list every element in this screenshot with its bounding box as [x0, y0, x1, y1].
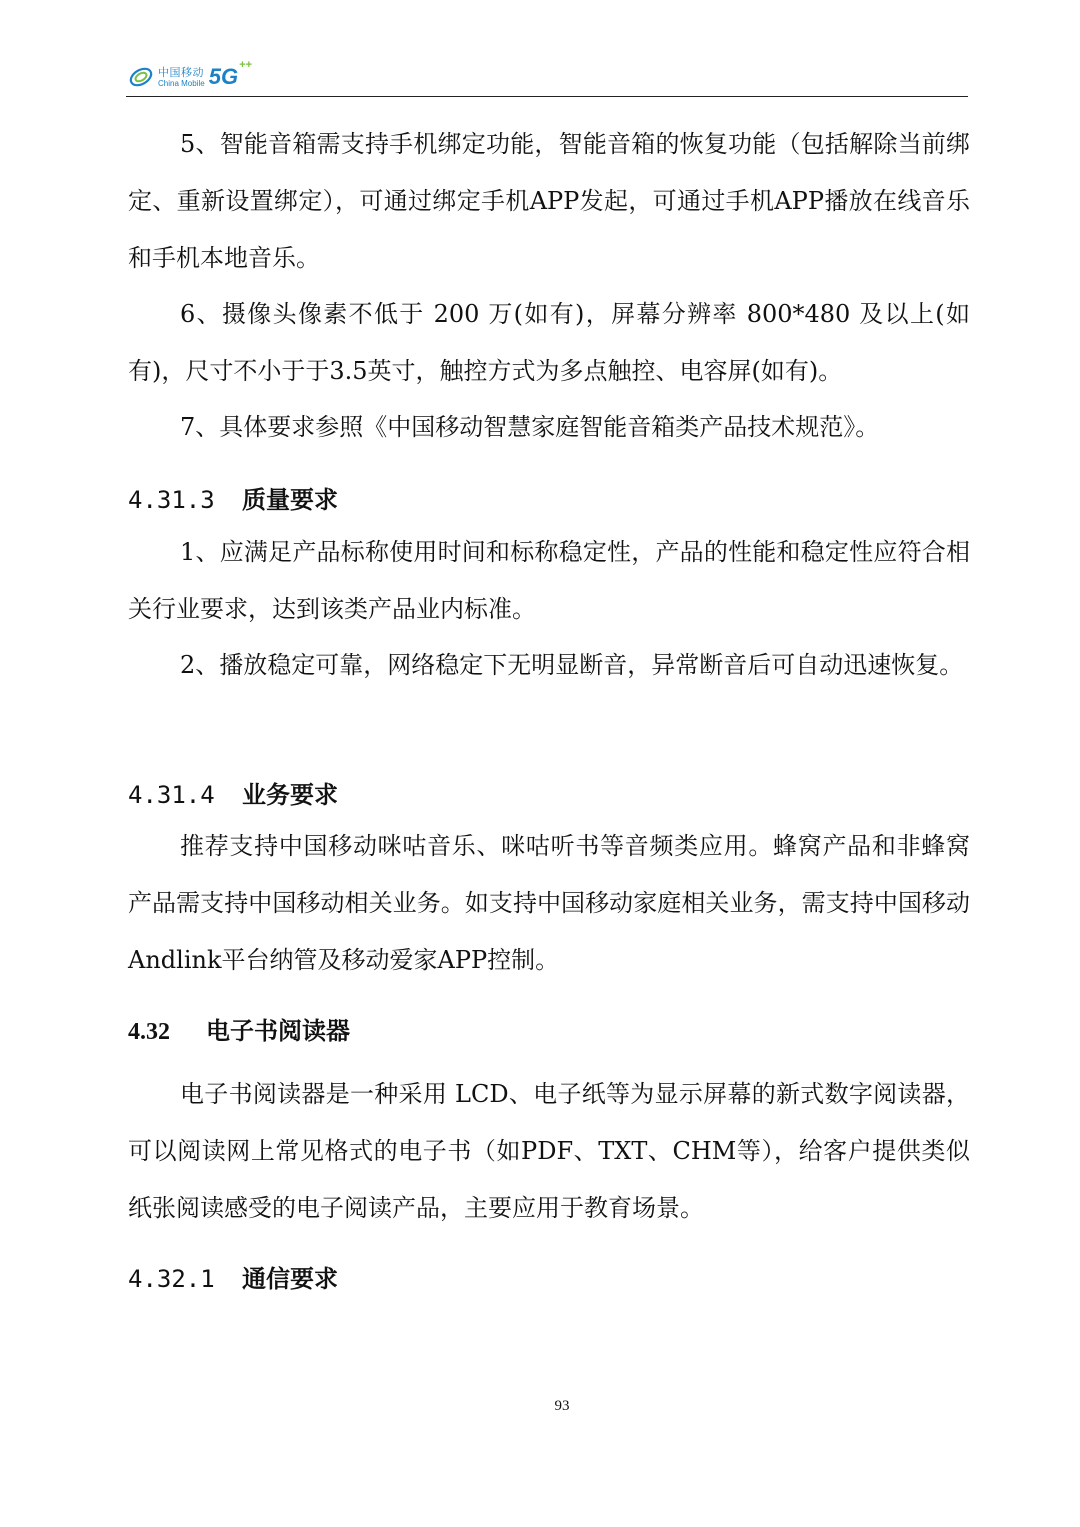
section-title: 通信要求	[242, 1264, 338, 1293]
section-title: 业务要求	[242, 780, 338, 809]
section-number: 4.31.3	[128, 486, 215, 514]
section-number: 4.32	[128, 1019, 170, 1045]
page-header	[126, 56, 968, 97]
section-title: 质量要求	[242, 485, 338, 514]
paragraph-item-5: 5、智能音箱需支持手机绑定功能，智能音箱的恢复功能（包括解除当前绑定、重新设置绑定），可通过绑定手机APP发起，可通过手机APP播放在线音乐和手机本地音乐。	[128, 130, 970, 272]
paragraph-business: 推荐支持中国移动咪咕音乐、咪咕听书等音频类应用。蜂窝产品和非蜂窝产品需支持中国移动相关业务。如支持中国移动家庭相关业务，需支持中国移动Andlink平台纳管及移动爱家APP控制。	[128, 832, 970, 974]
paragraph-ereader-intro: 电子书阅读器是一种采用 LCD、电子纸等为显示屏幕的新式数字阅读器，可以阅读网上常见格式的电子书（如PDF、TXT、CHM等），给客户提供类似纸张阅读感受的电子阅读产品，主要应用于教育场景。	[128, 1080, 970, 1222]
logo-english-text: China Mobile	[158, 78, 205, 88]
section-number: 4.31.4	[128, 781, 215, 809]
section-heading-4-32-1	[128, 1259, 338, 1294]
section-number: 4.32.1	[128, 1265, 215, 1293]
logo-chinese-text: 中国移动	[158, 65, 204, 79]
paragraph-item-7: 7、具体要求参照《中国移动智慧家庭智能音箱类产品技术规范》。	[180, 413, 880, 441]
section-title: 电子书阅读器	[206, 1016, 350, 1045]
paragraph-quality-2: 2、播放稳定可靠，网络稳定下无明显断音，异常断音后可自动迅速恢复。	[180, 651, 964, 679]
logo-5g-mark: 5G ++	[208, 59, 253, 89]
page-number: 93	[554, 1398, 570, 1414]
section-heading-4-31-3	[128, 480, 338, 515]
paragraph-quality-1: 1、应满足产品标称使用时间和标称稳定性，产品的性能和稳定性应符合相关行业要求，达到该类产品业内标准。	[128, 538, 970, 623]
section-heading-4-31-4	[128, 775, 338, 810]
china-mobile-logo	[128, 59, 253, 92]
china-mobile-logo-icon	[128, 64, 154, 90]
paragraph-item-6: 6、摄像头像素不低于 200 万(如有)，屏幕分辨率 800*480 及以上(如有)，尺寸不小于于3.5英寸，触控方式为多点触控、电容屏(如有)。	[128, 300, 970, 385]
section-heading-4-32	[128, 1011, 350, 1046]
logo-plus-mark: ++	[239, 59, 253, 71]
